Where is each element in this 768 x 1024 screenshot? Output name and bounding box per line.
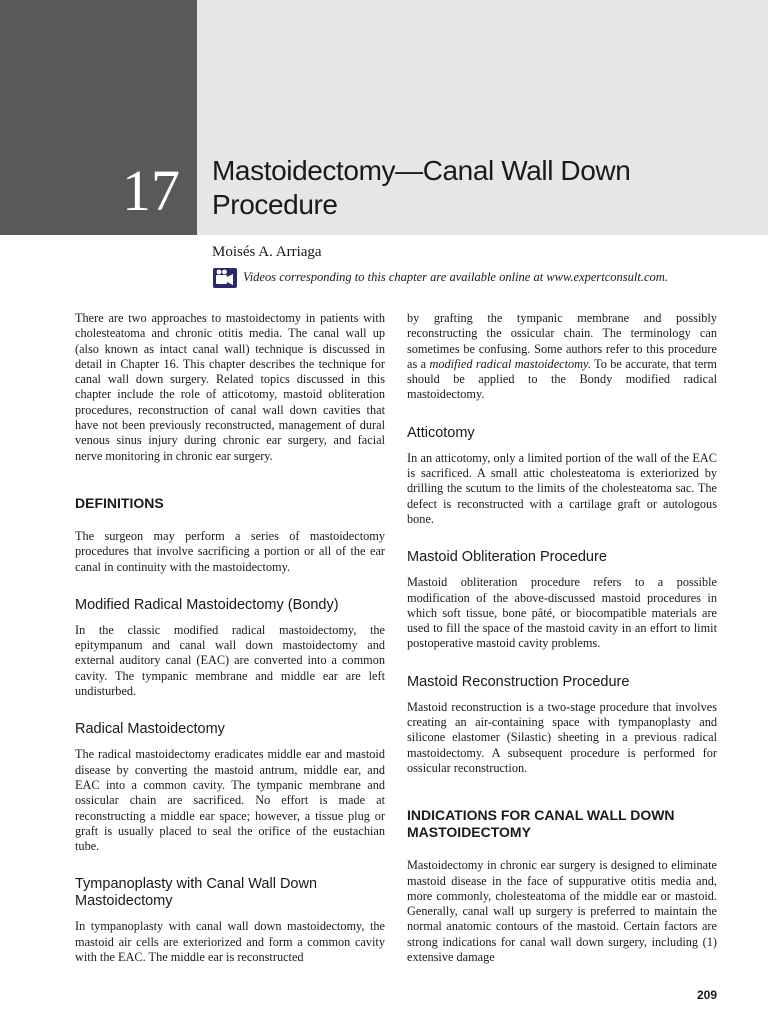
chapter-title-line1: Mastoidectomy—Canal Wall Down xyxy=(212,155,631,186)
atticotomy-heading: Atticotomy xyxy=(407,424,475,441)
radical-paragraph: The radical mastoidectomy eradicates middle ear and mastoid disease by converting the mastoid antrum, middle ear, and EAC into a common cavity. The tympanic membrane and ossicular chain are sacrificed. No effort is made at reconstructing a middle ear space; however, a tissue plug or graft is usually placed to seal the orifice of the eustachian tube. xyxy=(75,747,385,854)
continued-text-start: by grafting the tympanic membrane and possibly reconstructing the ossicular chain. The terminology can sometimes be confusing. Some authors refer to this procedure as a xyxy=(407,311,717,371)
definitions-heading: DEFINITIONS xyxy=(75,494,164,511)
continued-emphasis: modified radical mastoidectomy. xyxy=(429,356,591,371)
video-note xyxy=(212,267,752,289)
tympanoplasty-heading: Tympanoplasty with Canal Wall Down Mastoidectomy xyxy=(75,876,318,910)
atticotomy-paragraph: In an atticotomy, only a limited portion of the wall of the EAC is sacrificed. A small attic cholesteatoma is exteriorized by drilling the scutum to the limits of the cholesteatoma sac. The defect is reconstructed with a cartilage graft or autologous bone. xyxy=(407,450,717,526)
chapter-title xyxy=(212,154,752,222)
obliteration-paragraph: Mastoid obliteration procedure refers to a possible modification of the above-discussed mastoid procedures in which soft tissue, bone pâté, or biocompatible materials are used to fill the space of the mastoid cavity in an effort to limit postoperative mastoid cavity problems. xyxy=(407,575,717,651)
intro-paragraph: There are two approaches to mastoidectomy in patients with cholesteatoma and chronic otitis media. The canal wall up (also known as intact canal wall) technique is discussed in detail in Chapter 16. This chapter describes the technique for canal wall down surgery. Related topics discussed in this chapter include the role of atticotomy, mastoid obliteration procedures, reconstruction of canal wall down cavities that have not been previously reconstructed, management of dural venous sinus injury during chronic ear surgery, and facial nerve monitoring in chronic ear surgery. xyxy=(75,311,385,463)
chapter-title-line2: Procedure xyxy=(212,189,338,220)
reconstruction-paragraph: Mastoid reconstruction is a two-stage procedure that involves creating an air-containing space with tympanoplasty and silicone elastomer (Silastic) sheeting in a previous radical mastoidectomy. A subsequent procedure is performed for ossicular reconstruction. xyxy=(407,699,717,775)
indications-heading: INDICATIONS FOR CANAL WALL DOWN MASTOIDECTOMY xyxy=(407,807,675,841)
indications-paragraph: Mastoidectomy in chronic ear surgery is designed to eliminate mastoid disease in the face of suppurative otitis media and, more commonly, cholesteatoma of the middle ear or mastoid. Generally, canal wall up surgery is preferred to maintain the normal anatomic contours of the mastoid. Certain factors are strong indications for canal wall down surgery, including (1) extensive damage xyxy=(407,858,717,965)
definitions-paragraph: The surgeon may perform a series of mastoidectomy procedures that involve sacrificing a portion or all of the ear canal in continuity with the mastoidectomy. xyxy=(75,528,385,574)
right-column xyxy=(407,311,717,965)
author-name: Moisés A. Arriaga xyxy=(212,244,322,260)
modified-radical-heading: Modified Radical Mastoidectomy (Bondy) xyxy=(75,596,339,613)
obliteration-heading: Mastoid Obliteration Procedure xyxy=(407,549,607,566)
modified-radical-paragraph: In the classic modified radical mastoidectomy, the epitympanum and canal wall down mastoidectomy and external auditory canal (EAC) are converted into a common cavity. The tympanic membrane and middle ear are left undisturbed. xyxy=(75,622,385,699)
page-number: 209 xyxy=(696,988,717,1002)
tympanoplasty-paragraph: In tympanoplasty with canal wall down mastoidectomy, the mastoid air cells are exteriorized and form a common cavity with the EAC. The middle ear is reconstructed xyxy=(75,919,385,965)
left-column xyxy=(75,311,385,965)
video-note-text: Videos corresponding to this chapter are available online at www.expertconsult.com. xyxy=(243,270,668,284)
continued-paragraph xyxy=(407,311,717,403)
radical-heading: Radical Mastoidectomy xyxy=(75,721,225,738)
video-camera-icon[interactable] xyxy=(212,267,238,289)
reconstruction-heading: Mastoid Reconstruction Procedure xyxy=(407,673,630,690)
chapter-number: 17 xyxy=(122,158,180,223)
continued-text-end: To be accurate, that term should be applied to the Bondy modified radical mastoidectomy. xyxy=(407,356,717,402)
